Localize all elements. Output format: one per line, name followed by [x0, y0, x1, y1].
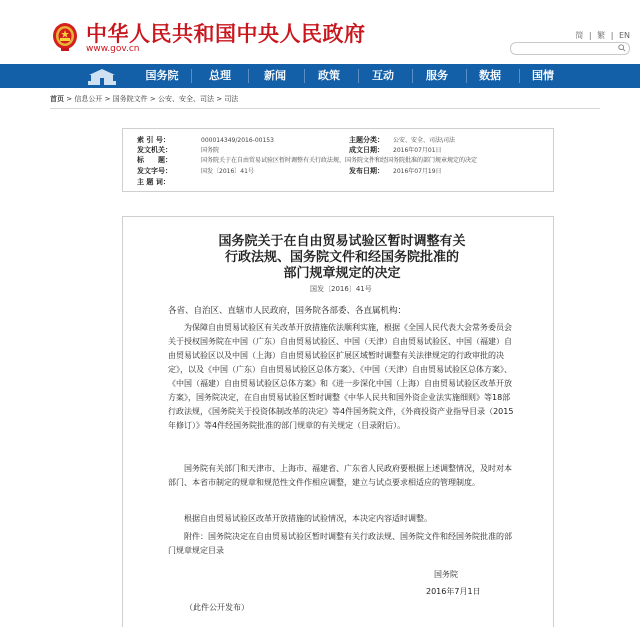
document-public-note: （此件公开发布） [185, 603, 249, 612]
document-title-line: 国务院关于在自由贸易试验区暂时调整有关 [218, 234, 466, 249]
document-paragraph: 国务院有关部门和天津市、上海市、福建省、广东省人民政府要根据上述调整情况，及时对本部门、本省市制定的规章和规范性文件作相应调整，建立与试点要求相适应的管理制度。 [168, 464, 512, 487]
breadcrumb-sep: > [216, 95, 225, 103]
nav-item-data[interactable]: 数据 [479, 69, 501, 82]
breadcrumb-item[interactable]: 公安、安全、司法 [157, 95, 214, 103]
breadcrumb-item[interactable]: 国务院文件 [112, 95, 148, 103]
meta-published-value: 2016年07月19日 [393, 168, 442, 175]
nav-item-interaction[interactable]: 互动 [372, 69, 394, 82]
breadcrumb-item[interactable]: 信息公开 [74, 95, 103, 103]
document-number: 国发〔2016〕41号 [310, 285, 372, 293]
site-title[interactable]: 中华人民共和国中央人民政府 [86, 22, 366, 46]
breadcrumb-item[interactable]: 司法 [224, 95, 239, 103]
document-title-line: 行政法规、国务院文件和经国务院批准的 [224, 250, 459, 265]
meta-title-label: 标 题： [137, 156, 172, 164]
document-metadata-table [122, 128, 554, 192]
language-links [572, 30, 630, 41]
nav-item-premier[interactable]: 总理 [209, 69, 231, 82]
tiananmen-home-icon[interactable] [86, 66, 118, 86]
breadcrumb-sep: > [149, 95, 158, 103]
site-header [0, 0, 640, 64]
meta-topic-label: 主题分类： [349, 136, 384, 144]
breadcrumb-home[interactable]: 首页 [50, 95, 64, 103]
breadcrumb-sep: > [104, 95, 113, 103]
lang-sep: | [588, 31, 592, 40]
meta-keywords-label: 主 题 词： [137, 178, 170, 186]
nav-item-national-conditions[interactable]: 国情 [532, 69, 554, 82]
meta-issuer-value: 国务院 [201, 147, 220, 154]
lang-english-link[interactable]: EN [618, 31, 630, 40]
meta-created-value: 2016年07月01日 [393, 147, 442, 154]
nav-item-policy[interactable]: 政策 [318, 69, 340, 82]
nav-divider [412, 69, 413, 83]
lang-simplified-link[interactable]: 简 [575, 31, 584, 40]
breadcrumb [50, 94, 238, 104]
document-signature: 国务院 [434, 570, 458, 579]
nav-item-state-council[interactable]: 国务院 [145, 69, 179, 82]
meta-index-value: 000014349/2016-00153 [201, 137, 274, 144]
nav-divider [248, 69, 249, 83]
document-paragraph: 根据自由贸易试验区改革开放措施的试验情况，本决定内容适时调整。 [184, 514, 432, 523]
nav-item-news[interactable]: 新闻 [264, 69, 286, 82]
document-date: 2016年7月1日 [426, 587, 481, 596]
lang-sep: | [610, 31, 614, 40]
document-attachment-note: 附件：国务院决定在自由贸易试验区暂时调整有关行政法规、国务院文件和经国务院批准的部门规章规定目录 [168, 532, 512, 555]
nav-divider [358, 69, 359, 83]
meta-published-label: 发布日期： [349, 167, 384, 175]
national-emblem-icon[interactable] [52, 22, 78, 52]
document-paragraph: 为保障自由贸易试验区有关改革开放措施依法顺利实施，根据《全国人民代表大会常务委员会关于授权国务院在中国（广东）自由贸易试验区、中国（天津）自由贸易试验区、中国（福建）自由贸易试验区以及中国（上海）自由贸易试验区扩展区域暂时调整有关法律规定的行政审批的决定》，以及《中国（广东）自由贸易试验区总体方案》、《中国（天津）自由贸易试验区总体方案》、《中国（福建）自由贸易试验区总体方案》和《进一步深化中国（上海）自由贸易试验区改革开放方案》，国务院决定，在自由贸易试验区暂时调整《中华人民共和国外资企业法实施细则》等18部行政法规，《国务院关于投资体制改革的决定》等4件国务院文件，《外商投资产业指导目录（2015年修订）》等4件经国务院批准的部门规章的有关规定（目录附后）。 [168, 323, 514, 430]
meta-index-label: 索 引 号： [137, 136, 170, 144]
meta-docno-label: 发文字号： [137, 167, 172, 175]
meta-topic-value: 公安、安全、司法\司法 [393, 137, 456, 144]
meta-title-value: 国务院关于在自由贸易试验区暂时调整有关行政法规、国务院文件和经国务院批准的部门规章规定的决定 [201, 157, 478, 164]
main-nav [0, 64, 640, 88]
document-title [168, 234, 516, 282]
search-input[interactable] [510, 42, 630, 55]
breadcrumb-divider [50, 108, 600, 109]
search-icon[interactable] [618, 44, 626, 52]
document-title-line: 部门规章规定的决定 [283, 266, 401, 281]
meta-created-label: 成文日期： [349, 146, 384, 154]
breadcrumb-sep: > [66, 95, 75, 103]
nav-divider [304, 69, 305, 83]
meta-issuer-label: 发文机关： [137, 146, 172, 154]
meta-docno-value: 国发〔2016〕41号 [201, 168, 254, 175]
document-salutation: 各省、自治区、直辖市人民政府，国务院各部委、各直属机构： [168, 306, 407, 316]
nav-divider [191, 69, 192, 83]
site-url[interactable]: www.gov.cn [86, 44, 140, 54]
lang-traditional-link[interactable]: 繁 [597, 31, 606, 40]
nav-item-services[interactable]: 服务 [426, 69, 448, 82]
